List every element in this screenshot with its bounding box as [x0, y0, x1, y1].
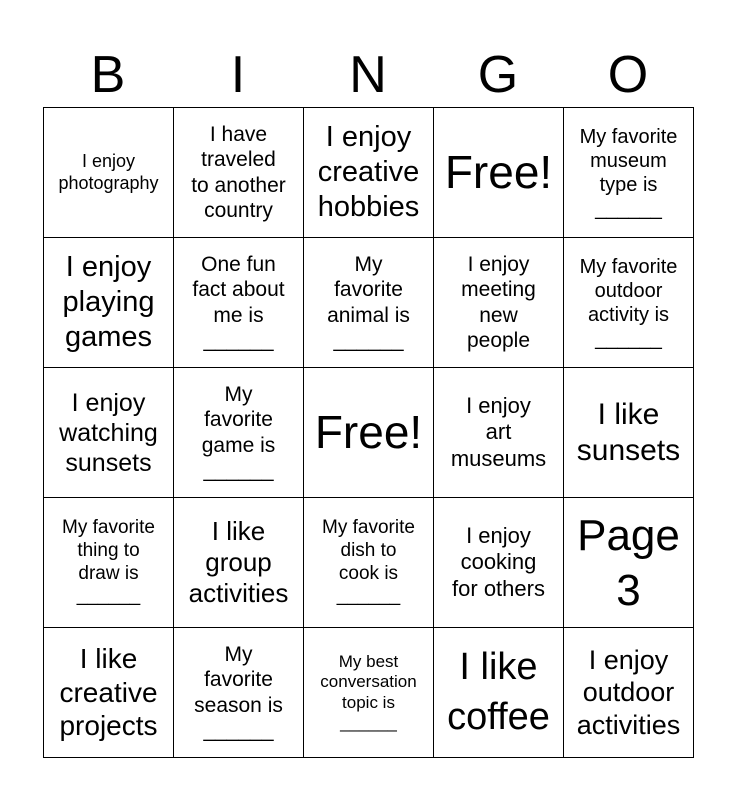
- bingo-cell[interactable]: My favorite game is ______: [174, 368, 304, 498]
- bingo-cell[interactable]: I enjoy playing games: [44, 238, 174, 368]
- bingo-cell[interactable]: I enjoy outdoor activities: [564, 628, 694, 758]
- bingo-cell[interactable]: My favorite thing to draw is ______: [44, 498, 174, 628]
- bingo-cell[interactable]: My favorite dish to cook is ______: [304, 498, 434, 628]
- bingo-cell[interactable]: One fun fact about me is ______: [174, 238, 304, 368]
- bingo-board: [43, 107, 694, 758]
- free-cell[interactable]: Free!: [434, 108, 564, 238]
- header-letter-g: G: [477, 46, 519, 104]
- bingo-cell[interactable]: I like group activities: [174, 498, 304, 628]
- bingo-cell[interactable]: My best conversation topic is ______: [304, 628, 434, 758]
- bingo-cell[interactable]: I enjoy creative hobbies: [304, 108, 434, 238]
- bingo-cell[interactable]: I like coffee: [434, 628, 564, 758]
- header-letter-i: I: [230, 46, 246, 104]
- board-row: [44, 368, 694, 498]
- bingo-cell[interactable]: My favorite outdoor activity is ______: [564, 238, 694, 368]
- bingo-cell[interactable]: My favorite season is ______: [174, 628, 304, 758]
- bingo-cell[interactable]: I enjoy photography: [44, 108, 174, 238]
- bingo-cell[interactable]: Page 3: [564, 498, 694, 628]
- bingo-cell[interactable]: My favorite museum type is ______: [564, 108, 694, 238]
- bingo-cell[interactable]: My favorite animal is ______: [304, 238, 434, 368]
- bingo-cell[interactable]: I like sunsets: [564, 368, 694, 498]
- bingo-cell[interactable]: I enjoy art museums: [434, 368, 564, 498]
- bingo-cell[interactable]: I have traveled to another country: [174, 108, 304, 238]
- bingo-cell[interactable]: I enjoy cooking for others: [434, 498, 564, 628]
- header-letter-b: B: [90, 46, 126, 104]
- board-row: [44, 238, 694, 368]
- bingo-cell[interactable]: I enjoy watching sunsets: [44, 368, 174, 498]
- bingo-header: [43, 44, 693, 106]
- board-row: [44, 498, 694, 628]
- board-row: [44, 628, 694, 758]
- free-cell[interactable]: Free!: [304, 368, 434, 498]
- board-row: [44, 108, 694, 238]
- header-letter-o: O: [607, 46, 649, 104]
- bingo-cell[interactable]: I enjoy meeting new people: [434, 238, 564, 368]
- header-letter-n: N: [349, 46, 387, 104]
- bingo-cell[interactable]: I like creative projects: [44, 628, 174, 758]
